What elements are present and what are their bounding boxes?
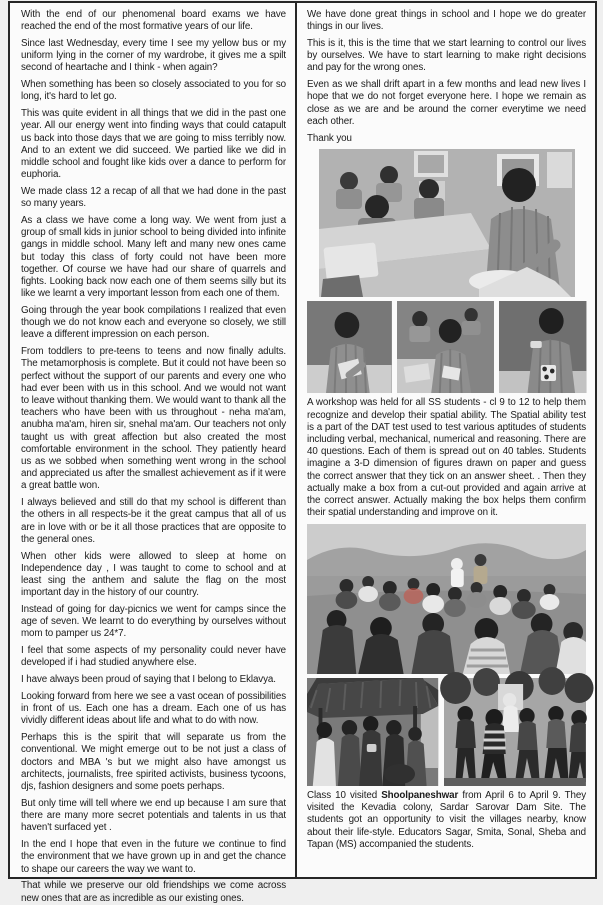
essay-paragraph: Perhaps this is the spirit that will separate us from the conventional. We might emerge out to be not just a class of doctors and MBA 's but we might also have amongst us architects, journalists, free spirited activists, business tycoons, djs, fashion designers and some poets perhaps. — [21, 732, 286, 793]
essay-paragraph: When something has been so closely associated to you for so long, it's hard to let go. — [21, 79, 286, 103]
workshop-photo-2 — [397, 301, 494, 393]
standing-group-illustration — [444, 678, 586, 786]
trip-caption-prefix: Class 10 visited — [307, 790, 382, 802]
essay-paragraph: This is it, this is the time that we start learning to control our lives by ourselves. We have to start learning to make right decisions and pay for the wrong ones. — [307, 38, 586, 74]
essay-paragraph: In the end I hope that even in the future we continue to find the environment that we have grown up in and get the chance to shape our careers the way we want to. — [21, 839, 286, 875]
trip-photo-group — [444, 678, 586, 786]
essay-paragraph: I have always been proud of saying that I belong to Eklavya. — [21, 674, 276, 686]
trip-photo-hut — [307, 678, 438, 786]
essay-paragraph: Thank you — [307, 132, 352, 144]
essay-paragraph: Looking forward from here we see a vast ocean of possibilities in front of us. Each one has a dream. Each one of us has vividly different ideas about life and what to do with now. — [21, 691, 286, 727]
essay-paragraph: With the end of our phenomenal board exams we have reached the end of the most formative years of our life. — [21, 9, 286, 33]
workshop-photo-strip — [307, 301, 586, 393]
girl-holding-cube-illustration — [499, 301, 586, 393]
essay-paragraph: This was quite evident in all things that we did in the past one year. All our energy went into finding ways that could catapult us back into those days that we are going to miss terribly now. And to an extent we did succeed. We partied like we did in middle school and fought like kids over a dance to perform for euphoria. — [21, 108, 286, 181]
essay-paragraph: That while we preserve our old friendships we come across new ones that are as incredible as our existing ones. — [21, 880, 286, 904]
trip-caption — [307, 790, 586, 851]
student-cutting-paper-illustration — [307, 301, 392, 393]
essay-paragraph: Even as we shall drift apart in a few months and lead new lives I hope that we do not forget everyone here. I hope we remain as close as we are and be around the corner everytime we need each other. — [307, 79, 586, 127]
essay-paragraph: I always believed and still do that my school is different than the others in all respects-be it the great campus that all of us are in love with or be it all those practices that are opposite to the general ones. — [21, 497, 286, 545]
workshop-caption: A workshop was held for all SS students - cl 9 to 12 to help them recognize and develop their spatial ability. The Spatial ability test is a part of the DAT test used to test various aptitudes of students including verbal, mechanical, numerical and reasoning. There are 40 questions. Each of them is spread out on 40 tables. Students imagine a 3-D dimension of figures drawn on paper and guess the correct answer that they tick on an answer sheet. . Then they actually make a box from a cut-out provided and again arrive at the correct answer. Actually making the box helps them confirm their spatial understanding and improve on it. — [307, 397, 586, 519]
essay-paragraph: As a class we have come a long way. We went from just a group of small kids in junior school to being divided into infinite gangs in middle school. Many left and many new ones came but today this class of forty could not have been more together. Of course we have had our share of quarrels and fights. Looking back now each one of them seems silly but its like we learnt a very important lesson from each one of them. — [21, 215, 286, 300]
essay-paragraph: From toddlers to pre-teens to teens and now finally adults. The metamorphosis is complete. But it could not have been so perfect without the support of our parents and every one who had ever been with us in this school. And we would not want to leave without thanking them. We would want to thank all the teachers who have been with us throughout - neha ma'am, anubha ma'am, hiren sir, snehal ma'am. Our teachers not only taught us with great affection but also created the most comfortable environment in the school. They patiently heard us as we sobbed when something went wrong in the school and appreciated us after the smallest achievement as if it were a great battle won. — [21, 346, 286, 492]
essay-paragraph: Since last Wednesday, every time I see my yellow bus or my uniform lying in the corner of my wardrobe, it gives me a spilt second of heartache and I think - when again? — [21, 38, 286, 74]
essay-paragraph: When other kids were allowed to sleep at home on Independence day , I was taught to come to school and at least sing the anthem and salute the flag on the most important day in the history of our country. — [21, 550, 286, 599]
left-text-column — [10, 3, 297, 904]
workshop-photo-3 — [499, 301, 586, 393]
trip-photo-strip — [307, 678, 586, 786]
classroom-photo-illustration — [319, 149, 575, 297]
trip-photo-main — [307, 524, 586, 674]
workshop-photo-1 — [307, 301, 392, 393]
essay-closing-block — [307, 9, 586, 145]
trip-caption-rest: from April 6 to April 9. They visited the Kevadia colony, Sardar Sarovar Dam Site. The students got an opportunity to visit the villages nearby, know about their life-style. Educators Sagar, Smita, Sonal, Sheba and Tapan (MS) accompanied the students. — [307, 790, 587, 850]
trip-caption-place: Shoolpaneshwar — [381, 790, 459, 802]
students-seated-outdoors-illustration — [307, 524, 586, 674]
newsletter-page — [8, 1, 597, 904]
essay-paragraph: I feel that some aspects of my personality could never have developed if i had studied anywhere else. — [21, 645, 286, 669]
thatched-hut-group-illustration — [307, 678, 438, 786]
essay-paragraph: We made class 12 a recap of all that we had done in the past so many years. — [21, 186, 286, 210]
right-column — [297, 3, 595, 877]
students-assembling-boxes-illustration — [397, 301, 494, 393]
essay-paragraph: We have done great things in school and I hope we do greater things in our lives. — [307, 9, 586, 33]
essay-paragraph: Instead of going for day-picnics we went for camps since the age of seven. We learnt to do everything by ourselves without mom to pamper us 24*7. — [21, 604, 286, 640]
essay-paragraph: But only time will tell where we end up because I am sure that there are many more secret potentials and talents in us that haven't surfaced yet . — [21, 797, 286, 834]
essay-paragraph: Going through the year book compilations I realized that even though we do not know each and everyone so closely, we still leave a different impression on each person. — [21, 305, 286, 341]
workshop-photo-main — [319, 149, 575, 297]
